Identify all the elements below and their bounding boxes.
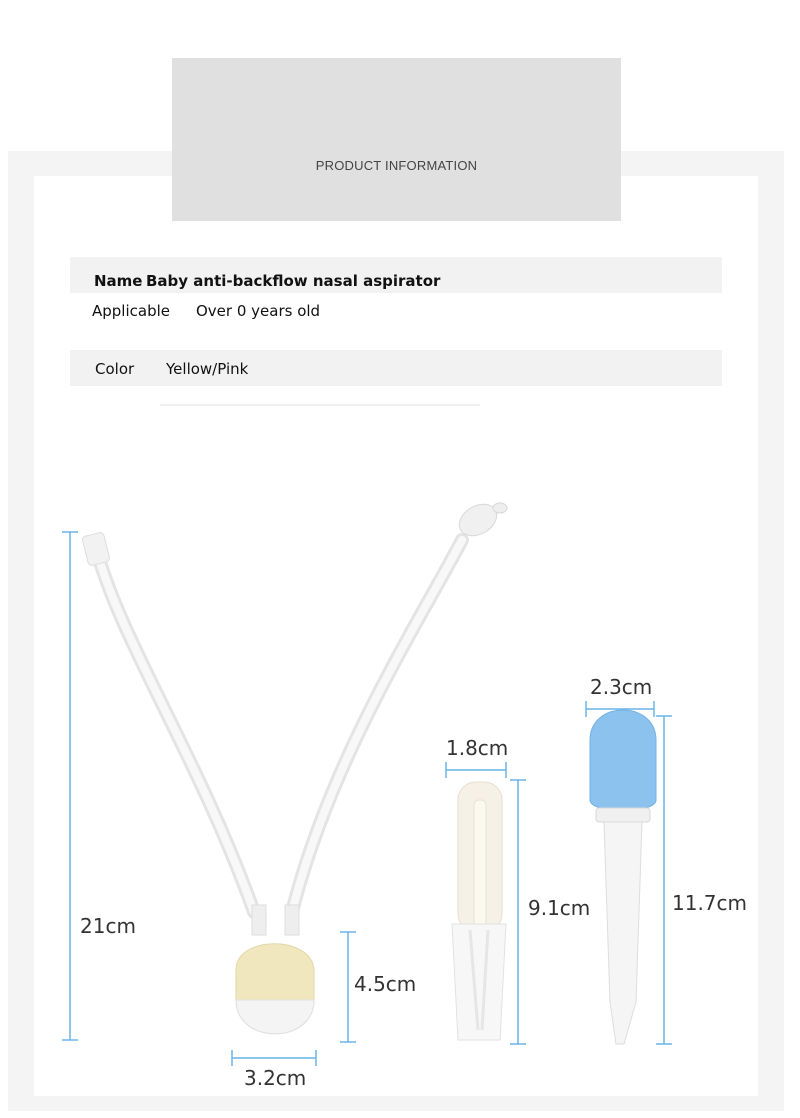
aspirator-tube-left — [82, 532, 254, 912]
applicable-label: Applicable — [92, 302, 170, 320]
color-value: Yellow/Pink — [166, 360, 249, 378]
dim-label-bulb-width: 3.2cm — [244, 1066, 307, 1090]
dim-label-tweezers-length: 9.1cm — [528, 896, 591, 920]
tweezers — [452, 782, 506, 1040]
applicable-value: Over 0 years old — [196, 302, 321, 320]
dim-label-aspirator-length: 21cm — [80, 914, 136, 938]
color-label: Color — [95, 360, 135, 378]
dim-label-tweezers-width: 1.8cm — [446, 736, 509, 760]
dropper — [590, 710, 656, 1044]
aspirator-bulb — [236, 905, 314, 1034]
page-title: PRODUCT INFORMATION — [315, 158, 478, 173]
dim-label-bulb-height: 4.5cm — [354, 972, 417, 996]
name-value: Baby anti-backflow nasal aspirator — [146, 272, 441, 290]
name-label: Name — [94, 272, 143, 290]
dim-label-dropper-width: 2.3cm — [590, 675, 653, 699]
dim-label-dropper-length: 11.7cm — [672, 891, 748, 915]
